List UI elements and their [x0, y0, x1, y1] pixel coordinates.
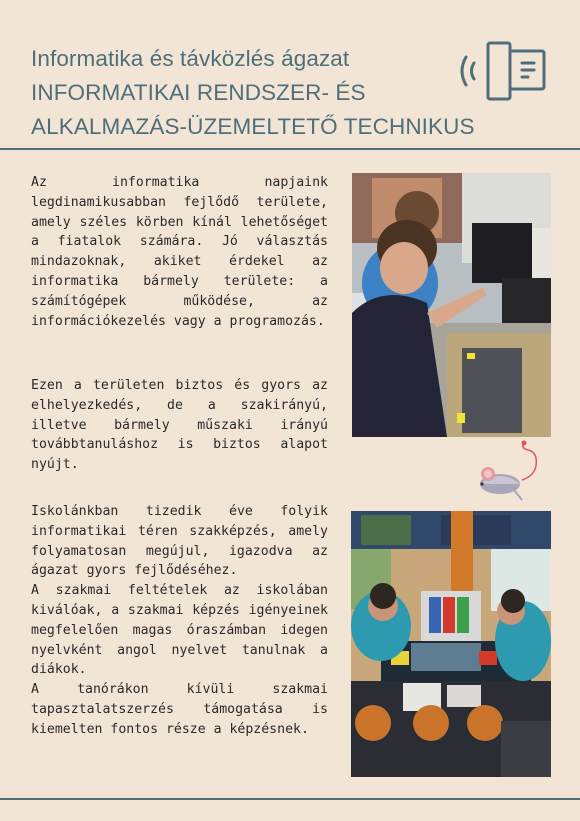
employment-text: Ezen a területen biztos és gyors az elhelyezkedés, de a szakirányú, illetve bármely műszaki irányú továbbtanuláshoz is biztos alapot nyújt. — [31, 378, 328, 473]
school-text-2: A szakmai feltételek az iskolában kiválóak, a szakmai képzés igényeinek megfelelően magas óraszámban idegen nyelvként angol nyelvet tanulnak a diákok. — [31, 583, 328, 678]
header-divider — [0, 148, 580, 150]
board-game-photo — [351, 511, 551, 777]
school-text-1: Iskolánkban tizedik éve folyik informatikai téren szakképzés, amely folyamatosan megújul, igazodva az ágazat gyors fejlődéséhez. — [31, 504, 328, 579]
employment-paragraph — [31, 376, 328, 475]
page-title — [31, 42, 501, 144]
footer-divider — [0, 798, 580, 800]
toy-mouse-icon — [474, 440, 550, 502]
intro-text: Az informatika napjaink legdinamikusabban fejlődő területe, amely széles körben kínál lehetőséget a fiatalok számára. Jó választás mindazoknak, akiket érdekel az informatika bármely területe: a számítógépek működése, az információkezelés vagy a programozás. — [31, 175, 328, 329]
title-line-profession-1: INFORMATIKAI RENDSZER- ÉS — [31, 80, 366, 105]
title-line-profession-2: ALKALMAZÁS-ÜZEMELTETŐ TECHNIKUS — [31, 114, 475, 139]
intro-paragraph — [31, 173, 328, 331]
contactless-card-icon — [456, 40, 552, 102]
students-computer-photo — [352, 173, 551, 437]
title-line-sector: Informatika és távközlés ágazat — [31, 46, 350, 71]
school-paragraph — [31, 502, 328, 740]
school-text-3: A tanórákon kívüli szakmai tapasztalatszerzés támogatása is kiemelten fontos része a képzésnek. — [31, 682, 328, 737]
